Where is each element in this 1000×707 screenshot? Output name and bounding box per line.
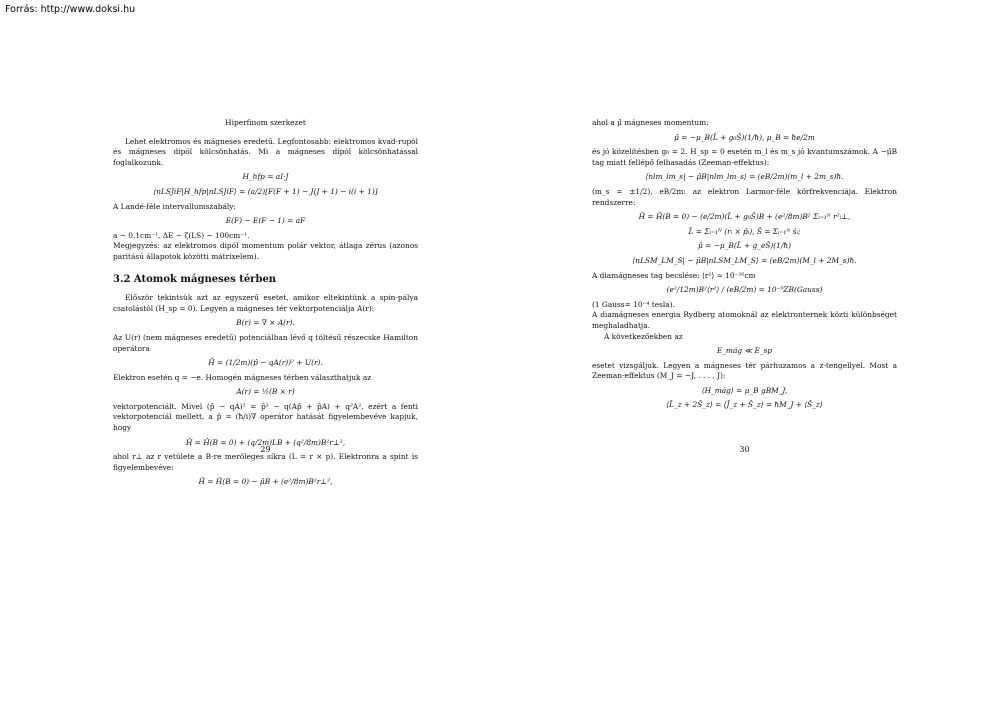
section-heading: 3.2 Atomok mágneses térben <box>113 273 277 285</box>
paragraph: A diamágneses energia Rydberg atomoknál az elektronternek közti különbséget meghaladhatja. <box>592 310 897 330</box>
equation: H_hfp = aI·J <box>242 172 289 182</box>
right-page <box>592 118 897 415</box>
equation: ⟨L̂_z + 2Ŝ_z⟩ = ⟨Ĵ_z + Ŝ_z⟩ = ħM_J + ⟨Ŝ_z⟩ <box>666 400 823 410</box>
paragraph: ahol a μ̂ mágneses momentum: <box>592 118 709 127</box>
paragraph: és jó közelítésben g₀ = 2. H_sp = 0 esetén m_l és m_s jó kvantumszámok. A −μ̂B tag miatt fellépő felhasadás (Zeeman-effektus): <box>592 147 897 167</box>
equation: ⟨H_mág⟩ = μ_B gBM_J, <box>701 385 788 395</box>
paragraph: Megjegyzés: az elektromos dipól momentum polár vektor, átlaga zérus (azonos paritású állapotok közötti mátrixelem). <box>113 241 418 261</box>
paragraph: Először tekintsük azt az egyszerű esetet, amikor eltekintünk a spin-pálya csatolástól (H_sp = 0). Legyen a mágneses tér vektorpotenciálja A(r): <box>113 293 418 313</box>
paragraph: A következőekben az <box>604 331 683 341</box>
equation: (e²/12m)B²⟨r²⟩ / (eB/2m) = 10⁻⁹ZB(Gauss) <box>666 285 823 295</box>
equation: A(r) = ½(B × r) <box>236 387 295 397</box>
equation: E(F) − E(F − 1) = aF <box>225 216 306 226</box>
equation: Ĥ = Ĥ(B = 0) + (q/2m)LB + (q²/8m)B²r⊥², <box>185 437 346 447</box>
equation: Ĥ = Ĥ(B = 0) − (e/2m)(L̂ + g₀Ŝ)B + (e²/8m)B² Σᵢ₌₁ᴺ r²ᵢ⊥, <box>638 212 851 222</box>
paragraph: vektorpotenciált. Mivel (p̂ − qA)² = p̂² − q(Ap̂ + p̂A) + q²A², ezért a fenti vektorpotenciál mellett, a p̂ = (ħ/i)∇ operátor hatását figyelembevéve kapjuk, hogy <box>113 401 418 433</box>
paragraph: Az U(r) (nem mágneses eredetű) potenciálban lévő q töltésű részecske Hamilton operátora <box>113 332 418 353</box>
paragraph: (m_s = ±1/2), eB/2m: az elektron Larmor-féle körfrekvenciája. Elektron rendszerre: <box>592 186 897 207</box>
equation: ⟨nLSJiF|H_hfp|nLSJiF⟩ = (a/2)[F(F + 1) − J(J + 1) − i(i + 1)] <box>153 186 378 196</box>
subsection-heading: Hiperfinom szerkezet <box>225 118 306 127</box>
page-number-left: 29 <box>260 445 271 454</box>
equation: μ̂ = −μ_B(L̂ + g₀Ŝ)(1/ħ), μ_B = ħe/2m <box>674 132 815 142</box>
paragraph: esetet vizsgáljuk. Legyen a mágneses tér párhuzamos a z-tengellyel. Most a Zeeman-effektus (M_J = −J, . . . , J): <box>592 360 897 381</box>
left-page <box>113 118 418 492</box>
paragraph: a ~ 0.1cm⁻¹, ΔE ~ ζ(LS) ~ 100cm⁻¹. <box>113 230 250 240</box>
page-number-right: 30 <box>739 445 750 454</box>
paragraph: Elektron esetén q = −e. Homogén mágneses térben választhatjuk az <box>113 372 372 382</box>
equation: E_mág ≪ E_sp <box>716 346 773 356</box>
paragraph: ahol r⊥ az r vetülete a B-re merőleges síkra (L = r × p). Elektronra a spint is figyelembevéve: <box>113 452 418 472</box>
equation: B(r) = ∇ × A(r). <box>236 318 295 328</box>
paragraph: Lehet elektromos és mágneses eredetű. Legfontosabb: elektromos kvad-rupól és mágneses dipól kölcsönhatás. Mi a mágneses dipól kölcsönhatással foglalkozunk. <box>113 136 418 167</box>
paragraph: A Landé-féle intervallumszabály: <box>113 201 236 211</box>
equation: Ĥ = Ĥ(B = 0) − μ̂B + (e²/8m)B²r⊥², <box>198 477 333 487</box>
equation: Ĥ = (1/2m)(p̂ − qA(r))² + U(r). <box>208 358 323 368</box>
source-label: Forrás: http://www.doksi.hu <box>5 4 136 15</box>
equation: ⟨nLSM_LM_S| − μ̂B|nLSM_LM_S⟩ = (eB/2m)(M_l + 2M_s)ħ. <box>632 255 857 265</box>
equation: L̂ = Σᵢ₌₁ᴺ (rᵢ × p̂ᵢ), Ŝ = Σᵢ₌₁ᴺ ŝᵢ; <box>688 226 801 236</box>
paragraph: A diamágneses tag becslése: ⟨r²⟩ ≈ 10⁻¹⁶cm <box>592 270 756 280</box>
equation: ⟨nlm_lm_s| − μ̂B|nlm_lm_s⟩ = (eB/2m)(m_l + 2m_s)ħ. <box>645 172 844 182</box>
paragraph: (1 Gauss= 10⁻⁴ tesla). <box>592 299 675 309</box>
equation: μ̂ = −μ_B(L̂ + g_eŜ)(1/ħ) <box>698 241 791 251</box>
